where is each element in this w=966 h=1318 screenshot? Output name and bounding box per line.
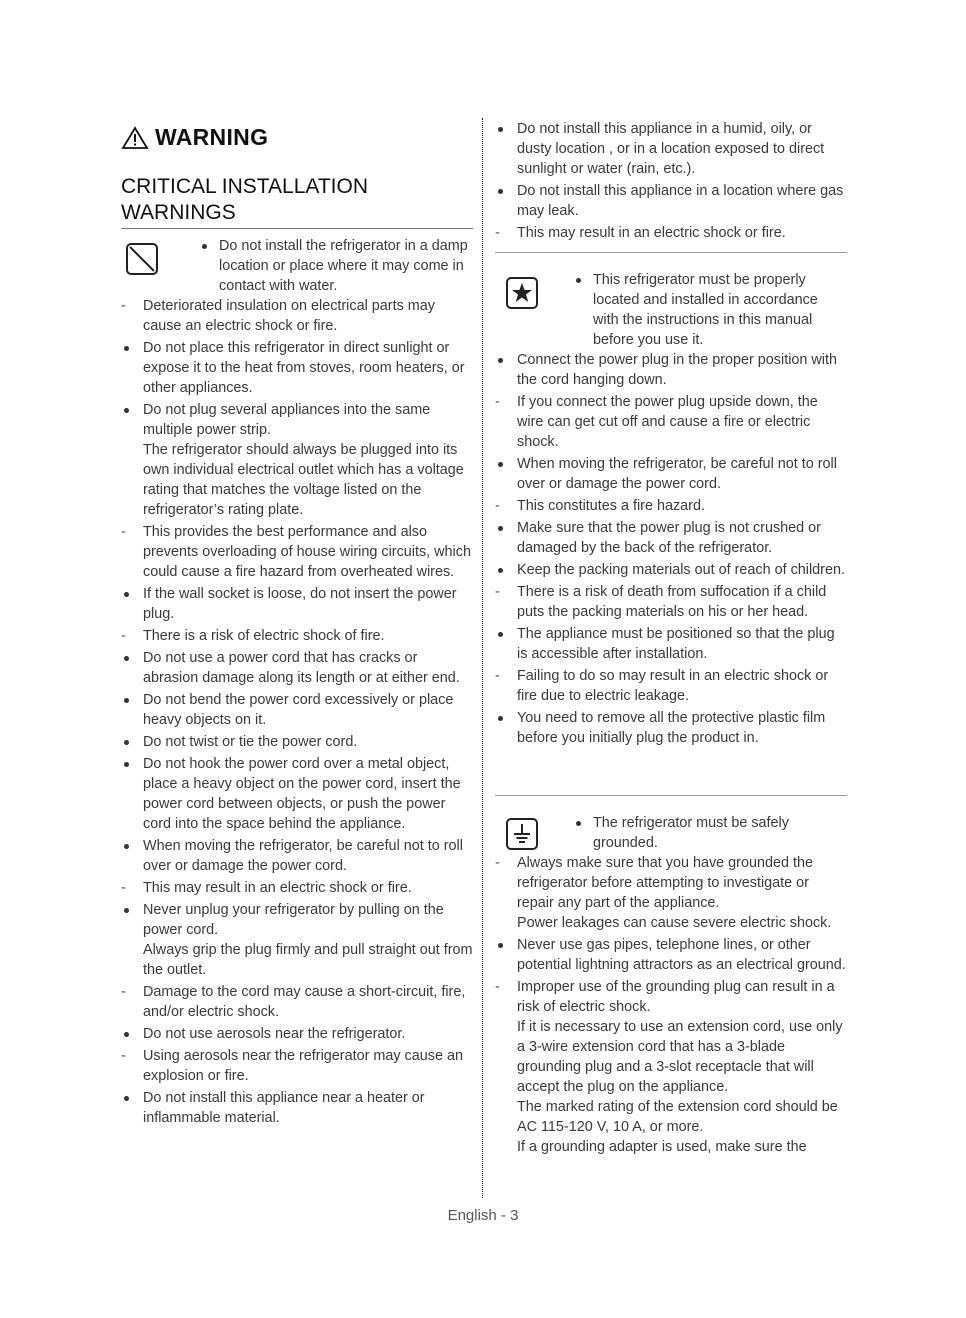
list-item: Do not use aerosols near the refrigerator. <box>121 1024 473 1044</box>
list-item: Never use gas pipes, telephone lines, or other potential lightning attractors as an electrical ground. <box>495 935 847 975</box>
warning-triangle-icon <box>121 126 149 150</box>
list-item: Keep the packing materials out of reach of children. <box>495 560 847 580</box>
list-subitem: - This constitutes a fire hazard. <box>495 496 847 516</box>
list-item: Do not hook the power cord over a metal object, place a heavy object on the power cord, insert the power cord between objects, or push the power cord into the space behind the appliance. <box>121 754 473 834</box>
column-divider <box>482 118 483 1198</box>
install-list <box>495 350 847 748</box>
list-subitem: - If you connect the power plug upside down, the wire can get cut off and cause a fire or electric shock. <box>495 392 847 452</box>
install-row <box>495 270 847 350</box>
list-item: The appliance must be positioned so that the plug is accessible after installation. <box>495 624 847 664</box>
list-continuation: The refrigerator should always be plugged into its own individual electrical outlet which has a voltage rating that matches the voltage listed on the refrigerator’s rating plate. <box>143 442 464 518</box>
list-continuation: If a grounding adapter is used, make sure the <box>517 1139 807 1155</box>
left-list <box>121 296 473 1128</box>
prohibition-row <box>121 236 473 296</box>
ground-icon <box>505 817 539 851</box>
install-block <box>495 270 847 748</box>
ground-row <box>495 813 847 853</box>
list-item: Do not install this appliance in a humid, oily, or dusty location , or in a location exposed to direct sunlight or water (rain, etc.). <box>495 119 847 179</box>
page-number: English - 3 <box>447 1207 519 1224</box>
list-item: When moving the refrigerator, be careful not to roll over or damage the power cord. <box>495 454 847 494</box>
list-subitem: - Using aerosols near the refrigerator may cause an explosion or fire. <box>121 1046 473 1086</box>
section-title: CRITICAL INSTALLATION WARNINGS <box>121 174 473 229</box>
list-item: Never unplug your refrigerator by pulling on the power cord. <box>121 900 473 940</box>
list-subitem: - There is a risk of death from suffocation if a child puts the packing materials on his or her head. <box>495 582 847 622</box>
list-subitem: - Failing to do so may result in an electric shock or fire due to electric leakage. <box>495 666 847 706</box>
section-separator <box>495 252 847 253</box>
list-item: Do not install this appliance near a heater or inflammable material. <box>121 1088 473 1128</box>
prohibition-icon <box>125 242 159 276</box>
list-item: Do not install this appliance in a location where gas may leak. <box>495 181 847 221</box>
list-item: Do not use a power cord that has cracks or abrasion damage along its length or at either end. <box>121 648 473 688</box>
list-item: Do not install the refrigerator in a damp location or place where it may come in contact with water. <box>199 236 473 296</box>
list-subitem: - This provides the best performance and also prevents overloading of house wiring circuits, which could cause a fire hazard from overheated wires. <box>121 522 473 582</box>
right-top-list <box>495 119 847 243</box>
right-top-block <box>495 119 847 243</box>
warning-label: WARNING <box>155 124 269 150</box>
warning-heading <box>121 124 268 151</box>
list-subitem: - Damage to the cord may cause a short-circuit, fire, and/or electric shock. <box>121 982 473 1022</box>
list-item: You need to remove all the protective plastic film before you initially plug the product in. <box>495 708 847 748</box>
list-continuation: If it is necessary to use an extension cord, use only a 3-wire extension cord that has a 3-blade grounding plug and a 3-slot receptacle that will accept the plug on the appliance. <box>517 1019 843 1095</box>
list-continuation: Always grip the plug firmly and pull straight out from the outlet. <box>143 942 473 978</box>
list-item: Connect the power plug in the proper position with the cord hanging down. <box>495 350 847 390</box>
section-separator <box>495 795 847 796</box>
ground-list <box>495 853 847 1157</box>
list-item: This refrigerator must be properly located and installed in accordance with the instructions in this manual before you use it. <box>573 270 847 350</box>
list-subitem: - This may result in an electric shock or fire. <box>495 223 847 243</box>
list-item: Do not plug several appliances into the same multiple power strip. <box>121 400 473 440</box>
ground-block <box>495 813 847 1157</box>
list-item: Do not place this refrigerator in direct sunlight or expose it to the heat from stoves, room heaters, or other appliances. <box>121 338 473 398</box>
list-subitem: - Deteriorated insulation on electrical parts may cause an electric shock or fire. <box>121 296 473 336</box>
list-item: Do not twist or tie the power cord. <box>121 732 473 752</box>
list-item: When moving the refrigerator, be careful not to roll over or damage the power cord. <box>121 836 473 876</box>
list-subitem: - This may result in an electric shock or fire. <box>121 878 473 898</box>
list-subitem: - There is a risk of electric shock of fire. <box>121 626 473 646</box>
list-item: Make sure that the power plug is not crushed or damaged by the back of the refrigerator. <box>495 518 847 558</box>
list-item: Do not bend the power cord excessively or place heavy objects on it. <box>121 690 473 730</box>
list-item: The refrigerator must be safely grounded. <box>573 813 847 853</box>
list-subitem: - Always make sure that you have grounded the refrigerator before attempting to investigate or repair any part of the appliance. <box>495 853 847 913</box>
star-icon <box>505 276 539 310</box>
list-continuation: Power leakages can cause severe electric shock. <box>517 915 832 931</box>
list-continuation: The marked rating of the extension cord should be AC 115-120 V, 10 A, or more. <box>517 1099 838 1135</box>
list-item: If the wall socket is loose, do not insert the power plug. <box>121 584 473 624</box>
left-column <box>121 236 473 1128</box>
list-subitem: - Improper use of the grounding plug can result in a risk of electric shock. <box>495 977 847 1017</box>
